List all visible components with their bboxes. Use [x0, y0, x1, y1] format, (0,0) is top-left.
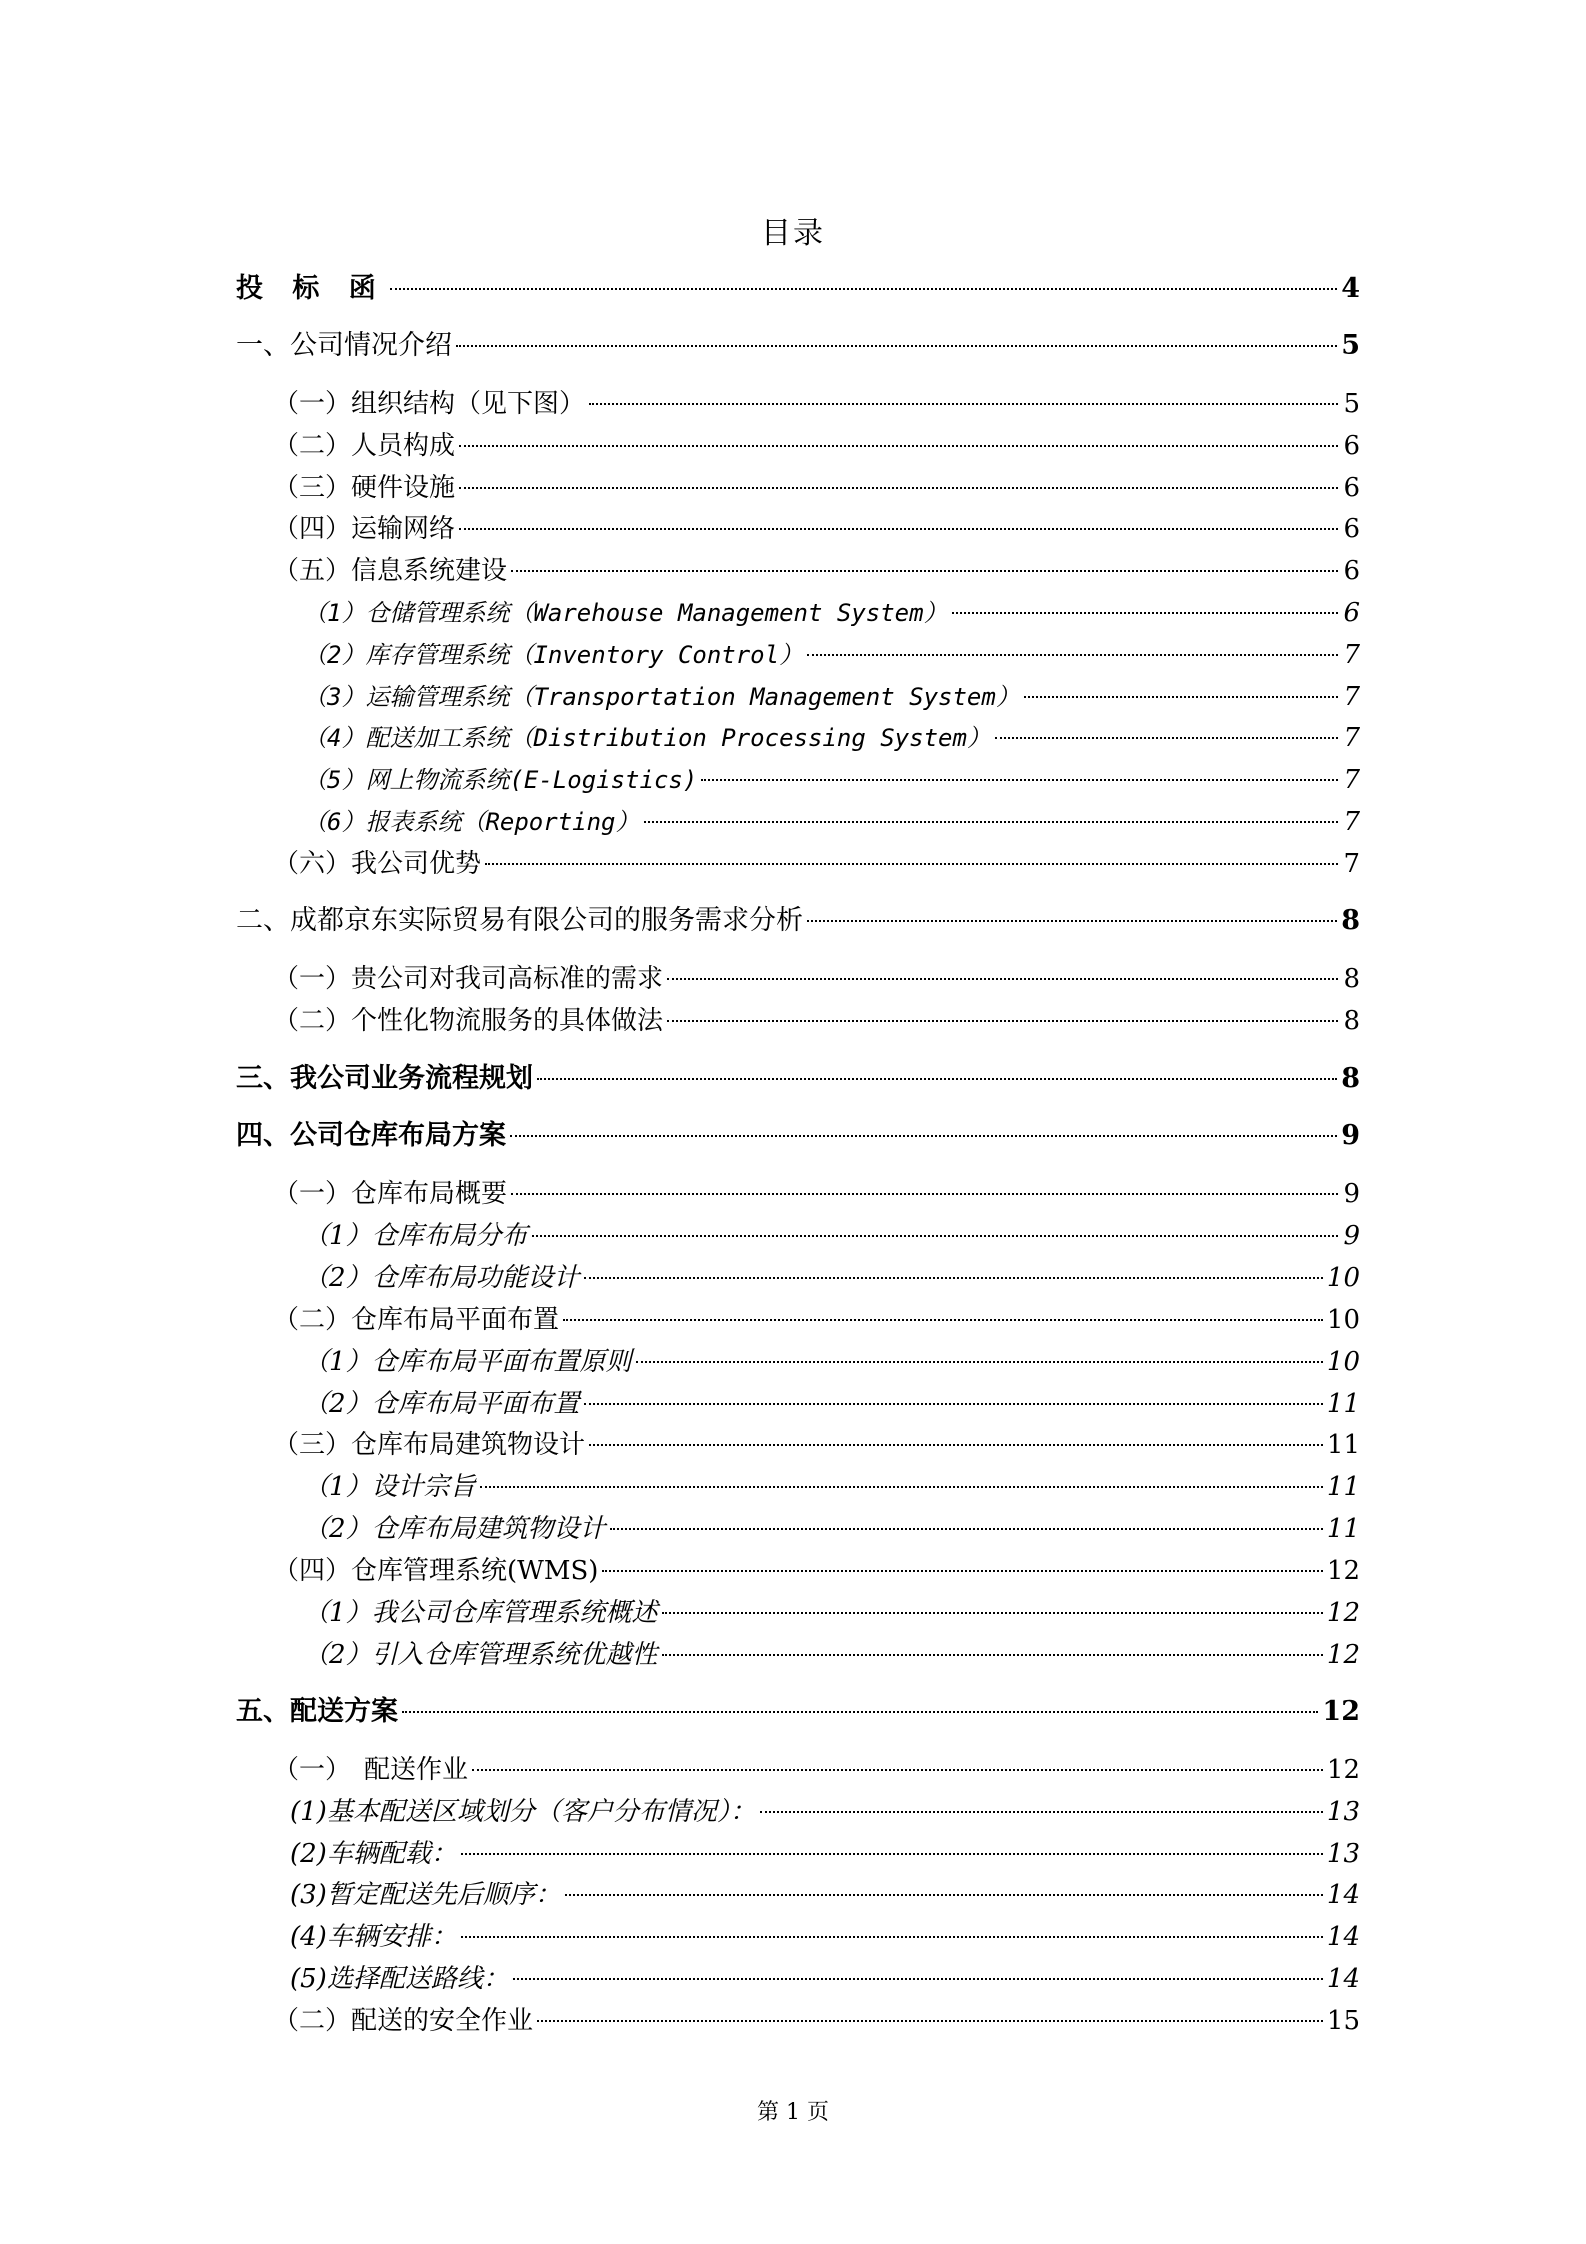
dot-leader — [760, 1811, 1323, 1813]
toc-entry-page: 11 — [1326, 1514, 1360, 1544]
toc-entry[interactable] — [273, 847, 1360, 881]
dot-leader — [459, 445, 1338, 447]
toc-entry-page: 12 — [1326, 1640, 1360, 1670]
toc-entry-page: 14 — [1326, 1964, 1360, 1994]
dot-leader — [461, 1853, 1323, 1855]
toc-entry[interactable] — [290, 1837, 1360, 1871]
toc-entry-label: （二）仓库布局平面布置 — [273, 1305, 560, 1335]
dot-leader — [807, 920, 1337, 922]
dot-leader — [589, 1444, 1323, 1446]
toc-entry-label: （六）我公司优势 — [273, 849, 482, 879]
dot-leader — [511, 1193, 1338, 1195]
toc-entry-page: 6 — [1343, 514, 1360, 544]
toc-entry-label: 投 标 函 — [236, 273, 386, 304]
toc-entry-page: 8 — [1343, 964, 1360, 994]
toc-entry[interactable] — [303, 1219, 1360, 1253]
dot-leader — [511, 570, 1338, 572]
toc-entry-page: 7 — [1343, 640, 1360, 670]
toc-entry-label: 三、我公司业务流程规划 — [236, 1063, 533, 1094]
toc-entry[interactable] — [303, 1345, 1360, 1379]
toc-entry-page: 7 — [1343, 849, 1360, 879]
toc-entry[interactable] — [236, 272, 1360, 306]
dot-leader — [644, 821, 1339, 823]
toc-entry[interactable] — [273, 429, 1360, 463]
dot-leader — [952, 612, 1338, 614]
dot-leader — [390, 288, 1337, 290]
toc-entry[interactable] — [273, 471, 1360, 505]
dot-leader — [584, 1277, 1323, 1279]
toc-entry[interactable] — [303, 596, 1360, 630]
toc-entry[interactable] — [236, 1062, 1360, 1096]
toc-entry-page: 7 — [1343, 682, 1360, 712]
toc-entry-label: （2）仓库布局建筑物设计 — [303, 1514, 606, 1544]
toc-entry[interactable] — [303, 1387, 1360, 1421]
toc-entry-page: 8 — [1341, 1063, 1360, 1094]
toc-entry-label: （一）组织结构（见下图） — [273, 389, 586, 419]
toc-entry[interactable] — [303, 805, 1360, 839]
toc-entry-label: （三）硬件设施 — [273, 473, 456, 503]
toc-entry-page: 12 — [1326, 1556, 1360, 1586]
toc-entry-label: (1)基本配送区域划分（客户分布情况）： — [290, 1797, 756, 1827]
toc-entry-label: （2）库存管理系统（Inventory Control） — [303, 641, 804, 669]
dot-leader — [459, 487, 1338, 489]
toc-entry[interactable] — [303, 763, 1360, 797]
dot-leader — [510, 1135, 1337, 1137]
page-footer: 第 1 页 — [757, 2100, 829, 2125]
dot-leader — [584, 1403, 1323, 1405]
dot-leader — [456, 345, 1337, 347]
toc-entry[interactable] — [273, 387, 1360, 421]
toc-entry-page: 6 — [1343, 473, 1360, 503]
toc-entry[interactable] — [273, 2004, 1360, 2038]
toc-entry[interactable] — [273, 1004, 1360, 1038]
toc-entry[interactable] — [290, 1920, 1360, 1954]
toc-entry-page: 11 — [1326, 1389, 1360, 1419]
dot-leader — [701, 779, 1338, 781]
toc-entry-page: 12 — [1326, 1755, 1360, 1785]
toc-entry-page: 6 — [1343, 431, 1360, 461]
dot-leader — [602, 1570, 1322, 1572]
toc-entry[interactable] — [236, 904, 1360, 938]
toc-entry-page: 10 — [1326, 1305, 1360, 1335]
toc-entry-page: 6 — [1343, 556, 1360, 586]
toc-entry[interactable] — [303, 1596, 1360, 1630]
toc-entry-label: （2）仓库布局平面布置 — [303, 1389, 580, 1419]
toc-entry-page: 14 — [1326, 1922, 1360, 1952]
toc-entry-page: 9 — [1341, 1120, 1360, 1151]
toc-entry-page: 11 — [1326, 1430, 1360, 1460]
toc-entry-label: （五）信息系统建设 — [273, 556, 508, 586]
toc-entry-label: （一）贵公司对我司高标准的需求 — [273, 964, 664, 994]
toc-entry[interactable] — [273, 1554, 1360, 1588]
toc-entry-page: 11 — [1326, 1472, 1360, 1502]
dot-leader — [667, 1020, 1338, 1022]
toc-entry-label: （二）配送的安全作业 — [273, 2006, 534, 2036]
toc-entry-label: （四）运输网络 — [273, 514, 456, 544]
toc-entry-label: (4)车辆安排： — [290, 1922, 457, 1952]
toc-entry-page: 12 — [1322, 1696, 1360, 1727]
toc-entry-label: （1）仓库布局平面布置原则 — [303, 1347, 632, 1377]
toc-entry-page: 4 — [1341, 273, 1360, 304]
dot-leader — [662, 1654, 1323, 1656]
toc-entry-label: （6）报表系统（Reporting） — [303, 808, 640, 836]
toc-entry-page: 14 — [1326, 1880, 1360, 1910]
toc-entry-page: 15 — [1326, 2006, 1360, 2036]
toc-entry-page: 9 — [1343, 1179, 1360, 1209]
toc-entry[interactable] — [273, 554, 1360, 588]
toc-entry[interactable] — [303, 638, 1360, 672]
toc-entry[interactable] — [303, 1470, 1360, 1504]
dot-leader — [610, 1528, 1323, 1530]
toc-entry-label: （1）设计宗旨 — [303, 1472, 476, 1502]
dot-leader — [563, 1319, 1323, 1321]
dot-leader — [537, 1078, 1337, 1080]
toc-entry-label: （一） 配送作业 — [273, 1755, 469, 1785]
toc-entry[interactable] — [303, 680, 1360, 714]
toc-entry[interactable] — [290, 1878, 1360, 1912]
toc-entry-label: （1）我公司仓库管理系统概述 — [303, 1598, 658, 1628]
toc-entry-label: （二）个性化物流服务的具体做法 — [273, 1006, 664, 1036]
dot-leader — [995, 737, 1338, 739]
dot-leader — [565, 1894, 1323, 1896]
toc-entry-page: 5 — [1341, 330, 1360, 361]
toc-entry-page: 10 — [1326, 1347, 1360, 1377]
toc-entry-page: 12 — [1326, 1598, 1360, 1628]
toc-entry[interactable] — [273, 1428, 1360, 1462]
toc-entry-page: 13 — [1326, 1797, 1360, 1827]
toc-entry-page: 8 — [1343, 1006, 1360, 1036]
dot-leader — [402, 1711, 1318, 1713]
toc-entry-label: （二）人员构成 — [273, 431, 456, 461]
toc-entry[interactable] — [290, 1962, 1360, 1996]
toc-entry-page: 7 — [1343, 765, 1360, 795]
toc-entry-page: 5 — [1343, 389, 1360, 419]
toc-entry-page: 7 — [1343, 807, 1360, 837]
toc-entry[interactable] — [236, 1695, 1360, 1729]
toc-entry[interactable] — [236, 1119, 1360, 1153]
dot-leader — [662, 1612, 1323, 1614]
dot-leader — [513, 1978, 1323, 1980]
toc-entry-label: （2）引入仓库管理系统优越性 — [303, 1640, 658, 1670]
toc-entry-page: 8 — [1341, 905, 1360, 936]
toc-entry-label: 五、配送方案 — [236, 1696, 398, 1727]
toc-entry-page: 13 — [1326, 1839, 1360, 1869]
toc-entry[interactable] — [303, 721, 1360, 755]
toc-entry-label: (5)选择配送路线： — [290, 1964, 509, 1994]
dot-leader — [480, 1486, 1323, 1488]
toc-entry-label: （4）配送加工系统（Distribution Processing System） — [303, 724, 991, 752]
toc-entry[interactable] — [273, 1177, 1360, 1211]
dot-leader — [636, 1361, 1323, 1363]
toc-entry-label: 一、公司情况介绍 — [236, 330, 452, 361]
dot-leader — [1024, 696, 1338, 698]
dot-leader — [485, 863, 1338, 865]
toc-entry-label: （3）运输管理系统（Transportation Management System） — [303, 683, 1020, 711]
toc-entry-label: (2)车辆配载： — [290, 1839, 457, 1869]
toc-entry-page: 7 — [1343, 723, 1360, 753]
toc-entry[interactable] — [290, 1795, 1360, 1829]
toc-entry-page: 10 — [1326, 1263, 1360, 1293]
dot-leader — [459, 528, 1338, 530]
dot-leader — [532, 1235, 1338, 1237]
toc-entry[interactable] — [303, 1261, 1360, 1295]
toc-entry-label: （三）仓库布局建筑物设计 — [273, 1430, 586, 1460]
toc-entry[interactable] — [236, 329, 1360, 363]
toc-entry-page: 9 — [1343, 1221, 1360, 1251]
toc-entry-label: （一）仓库布局概要 — [273, 1179, 508, 1209]
toc-entry-page: 6 — [1343, 598, 1360, 628]
toc-entry[interactable] — [303, 1638, 1360, 1672]
dot-leader — [667, 978, 1338, 980]
toc-entry-label: （四）仓库管理系统(WMS) — [273, 1556, 599, 1586]
toc-entry[interactable] — [303, 1512, 1360, 1546]
toc-entry[interactable] — [273, 1753, 1360, 1787]
toc-entry-label: （2）仓库布局功能设计 — [303, 1263, 580, 1293]
dot-leader — [461, 1936, 1323, 1938]
toc-entry[interactable] — [273, 1303, 1360, 1337]
toc-entry-label: （1）仓储管理系统（Warehouse Management System） — [303, 599, 948, 627]
dot-leader — [589, 403, 1338, 405]
toc-entry-label: (3)暂定配送先后顺序： — [290, 1880, 561, 1910]
toc-entry[interactable] — [273, 512, 1360, 546]
toc-entry[interactable] — [273, 962, 1360, 996]
dot-leader — [472, 1769, 1323, 1771]
toc-entry-label: 四、公司仓库布局方案 — [236, 1120, 506, 1151]
dot-leader — [807, 654, 1338, 656]
toc-entry-label: （5）网上物流系统(E-Logistics) — [303, 766, 698, 794]
toc-entry-label: （1）仓库布局分布 — [303, 1221, 528, 1251]
toc-title: 目录 — [761, 216, 825, 251]
toc-entry-label: 二、成都京东实际贸易有限公司的服务需求分析 — [236, 905, 803, 936]
dot-leader — [537, 2020, 1323, 2022]
